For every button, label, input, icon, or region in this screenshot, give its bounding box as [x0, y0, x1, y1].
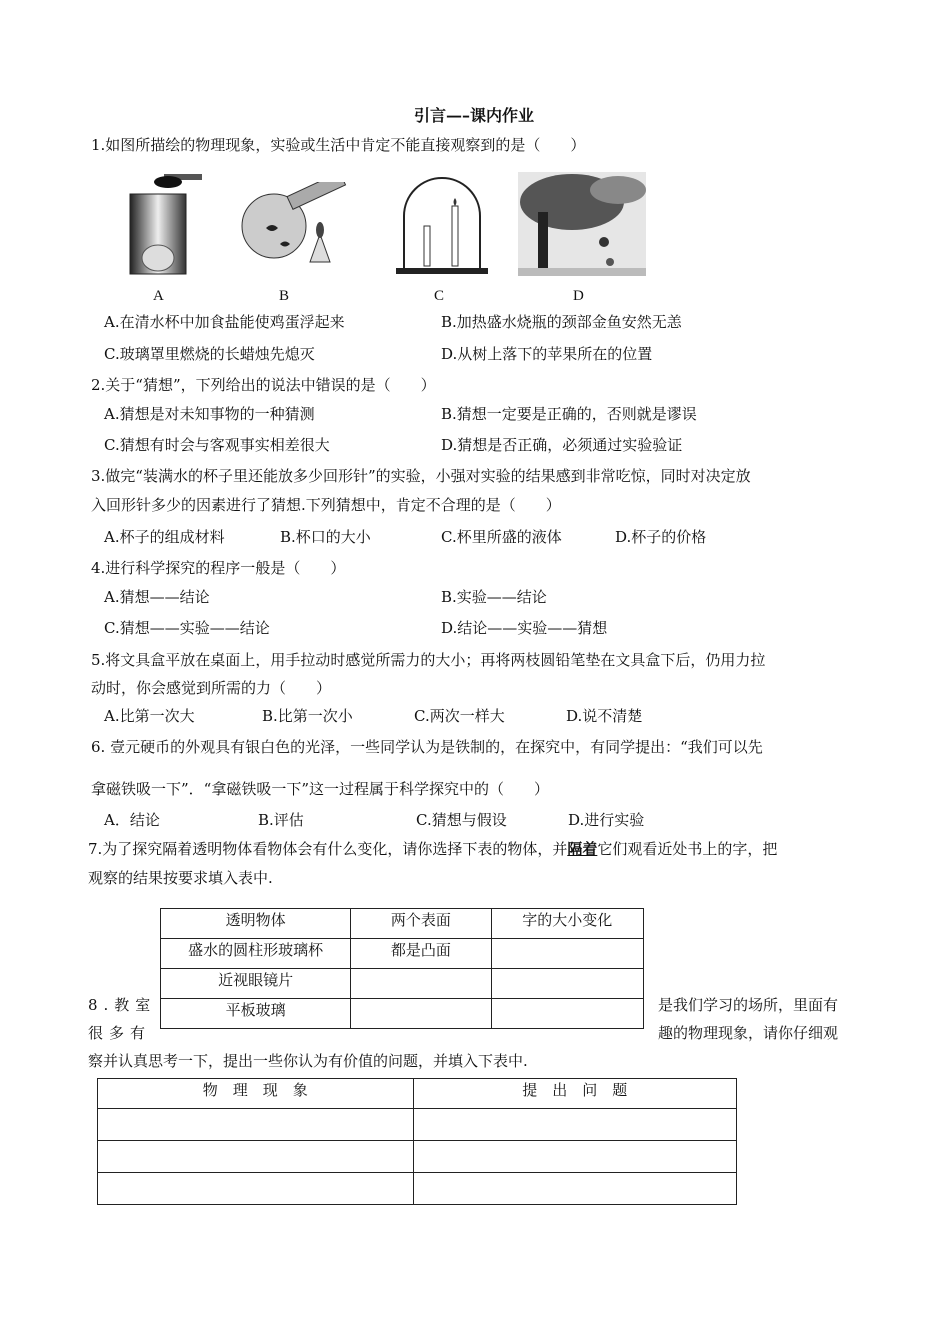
q8-left-line1: 8.教室: [88, 996, 157, 1014]
q7-row3-answer-cell[interactable]: [491, 999, 643, 1029]
figure-c-bell-jar-candles: [394, 176, 490, 276]
q8-header-question: 提 出 问 题: [413, 1079, 736, 1109]
q8-row1-phenomenon-cell[interactable]: [98, 1109, 414, 1141]
q8-row2-question-cell[interactable]: [413, 1141, 736, 1173]
q2-option-d: D.猜想是否正确，必须通过实验验证: [441, 436, 683, 454]
q6-option-a: A．结论: [104, 811, 160, 829]
q8-left-line2: 很多有: [88, 1024, 152, 1042]
q8-row3-question-cell[interactable]: [413, 1173, 736, 1205]
q7-stem-line1: [88, 838, 777, 859]
q4-option-a: A.猜想——结论: [104, 588, 210, 606]
q8-row1-question-cell[interactable]: [413, 1109, 736, 1141]
q1-stem: 1.如图所描绘的物理现象，实验或生活中肯定不能直接观察到的是（ ）: [91, 136, 586, 154]
q7-row3-object: 平板玻璃: [161, 999, 351, 1029]
q8-row2-phenomenon-cell[interactable]: [98, 1141, 414, 1173]
q5-option-b: B.比第一次小: [262, 707, 353, 725]
q3-option-b: B.杯口的大小: [280, 528, 371, 546]
q3-stem-line1: 3.做完“装满水的杯子里还能放多少回形针”的实验，小强对实验的结果感到非常吃惊，同时对决定放: [91, 467, 751, 485]
q5-stem-line1: 5.将文具盒平放在桌面上，用手拉动时感觉所需力的大小；再将两枝圆铅笔垫在文具盒下后，仍用力拉: [91, 651, 766, 669]
q2-stem: 2.关于“猜想”，下列给出的说法中错误的是（ ）: [91, 376, 436, 394]
q4-option-d: D.结论——实验——猜想: [441, 619, 608, 637]
q6-option-d: D.进行实验: [568, 811, 645, 829]
figure-a-beaker-egg: [124, 172, 206, 278]
q7-row1-object: 盛水的圆柱形玻璃杯: [161, 939, 351, 969]
q8-header-phenomenon: 物 理 现 象: [98, 1079, 414, 1109]
q5-stem-line2: 动时，你会感觉到所需的力（ ）: [91, 679, 332, 697]
q1-option-d: D.从树上落下的苹果所在的位置: [441, 345, 653, 363]
q2-option-b: B.猜想一定要是正确的，否则就是谬误: [441, 405, 697, 423]
figure-d-tree-apple: [518, 172, 646, 276]
q7-row2-answer-cell[interactable]: [491, 969, 643, 999]
q1-option-a: A.在清水杯中加食盐能使鸡蛋浮起来: [104, 313, 345, 331]
q6-option-c: C.猜想与假设: [416, 811, 507, 829]
q1-option-c: C.玻璃罩里燃烧的长蜡烛先熄灭: [104, 345, 315, 363]
q7-stem-pre: 7.为了探究隔着透明物体看物体会有什么变化，请你选择下表的物体，并: [88, 840, 568, 858]
q7-header-object: 透明物体: [161, 909, 351, 939]
q7-row2-object: 近视眼镜片: [161, 969, 351, 999]
figure-b-flask-fish: [240, 182, 358, 272]
q6-stem-line2: 拿磁铁吸一下”．“拿磁铁吸一下”这一过程属于科学探究中的（ ）: [91, 780, 550, 798]
q6-stem-line1: 6. 壹元硬币的外观具有银白色的光泽，一些同学认为是铁制的，在探究中，有同学提出：“我们可以先: [91, 738, 763, 756]
q4-option-b: B.实验——结论: [441, 588, 547, 606]
q6-option-b: B.评估: [258, 811, 304, 829]
q7-header-size-change: 字的大小变化: [491, 909, 643, 939]
q5-option-c: C.两次一样大: [414, 707, 505, 725]
q7-stem-emphasis: 隔着: [567, 840, 598, 858]
q7-row2-surfaces-cell[interactable]: [351, 969, 491, 999]
figure-label-c: C: [434, 288, 445, 304]
q3-option-d: D.杯子的价格: [615, 528, 707, 546]
q2-option-a: A.猜想是对未知事物的一种猜测: [104, 405, 315, 423]
q7-header-surfaces: 两个表面: [351, 909, 491, 939]
q7-stem-post: 它们观看近处书上的字，把: [597, 840, 778, 858]
q8-right-line2: 趣的物理现象，请你仔细观: [658, 1024, 839, 1042]
q8-stem-line3: 察并认真思考一下，提出一些你认为有价值的问题，并填入下表中.: [88, 1052, 528, 1070]
q2-option-c: C.猜想有时会与客观事实相差很大: [104, 436, 330, 454]
figure-label-b: B: [279, 288, 290, 304]
q5-option-d: D.说不清楚: [566, 707, 643, 725]
q7-row1-answer-cell[interactable]: [491, 939, 643, 969]
q7-row3-surfaces-cell[interactable]: [351, 999, 491, 1029]
q3-option-a: A.杯子的组成材料: [104, 528, 225, 546]
q4-option-c: C.猜想——实验——结论: [104, 619, 270, 637]
q5-option-a: A.比第一次大: [104, 707, 195, 725]
figure-label-d: D: [573, 288, 584, 304]
page-title: 引言—–课内作业: [414, 106, 535, 125]
q8-table: [97, 1078, 737, 1205]
q1-option-b: B.加热盛水烧瓶的颈部金鱼安然无恙: [441, 313, 682, 331]
q7-table: [160, 908, 644, 1029]
q7-stem-line2: 观察的结果按要求填入表中.: [88, 869, 273, 887]
q4-stem: 4.进行科学探究的程序一般是（ ）: [91, 559, 346, 577]
q3-stem-line2: 入回形针多少的因素进行了猜想.下列猜想中，肯定不合理的是（ ）: [91, 496, 561, 514]
figure-label-a: A: [153, 288, 164, 304]
q8-right-line1: 是我们学习的场所，里面有: [658, 996, 839, 1014]
q3-option-c: C.杯里所盛的液体: [441, 528, 562, 546]
q8-row3-phenomenon-cell[interactable]: [98, 1173, 414, 1205]
q7-row1-surfaces: 都是凸面: [351, 939, 491, 969]
